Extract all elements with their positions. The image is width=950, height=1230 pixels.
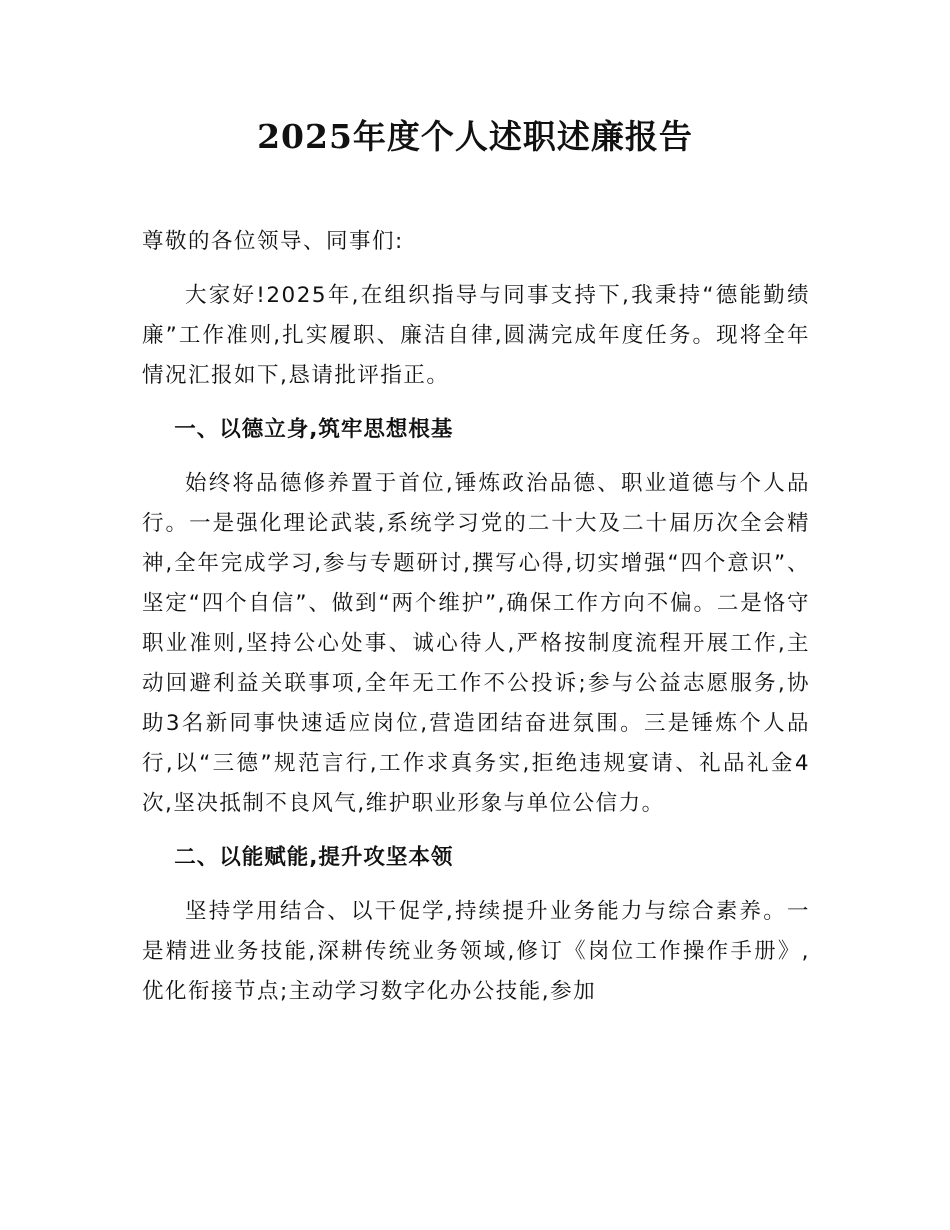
document-body	[142, 222, 810, 1026]
section-body-2: 坚持学用结合、以干促学,持续提升业务能力与综合素养。一是精进业务技能,深耕传统业务领域,修订《岗位工作操作手册》,优化衔接节点;主动学习数字化办公技能,参加	[142, 899, 810, 1004]
section-body-1: 始终将品德修养置于首位,锤炼政治品德、职业道德与个人品行。一是强化理论武装,系统学习党的二十大及二十届历次全会精神,全年完成学习,参与专题研讨,撰写心得,切实增强“四个意识”、坚定“四个自信”、做到“两个维护”,确保工作方向不偏。二是恪守职业准则,坚持公心处事、诚心待人,严格按制度流程开展工作,主动回避利益关联事项,全年无工作不公投诉;参与公益志愿服务,协助3名新同事快速适应岗位,营造团结奋进氛围。三是锤炼个人品行,以“三德”规范言行,工作求真务实,拒绝违规宴请、礼品礼金4次,坚决抵制不良风气,维护职业形象与单位公信力。	[142, 471, 810, 816]
intro-paragraph: 大家好!2025年,在组织指导与同事支持下,我秉持“德能勤绩廉”工作准则,扎实履职、廉洁自律,圆满完成年度任务。现将全年情况汇报如下,恳请批评指正。	[142, 283, 810, 388]
salutation: 尊敬的各位领导、同事们:	[142, 229, 404, 254]
document-title: 2025年度个人述职述廉报告	[257, 117, 693, 156]
section-heading-1: 一、以德立身,筑牢思想根基	[174, 417, 454, 442]
section-heading-2: 二、以能赋能,提升攻坚本领	[174, 845, 454, 870]
